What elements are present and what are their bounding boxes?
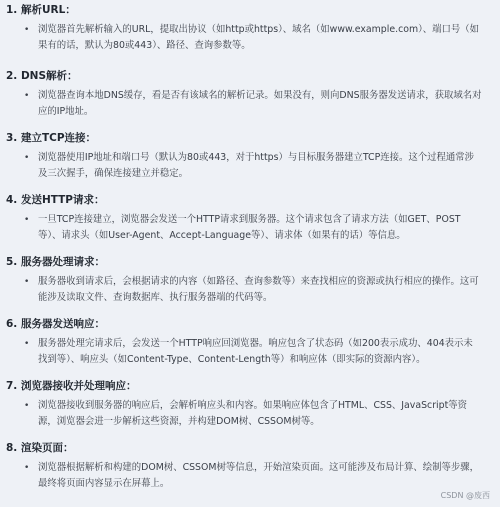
item-text: 浏览器根据解析和构建的DOM树、CSSOM树等信息，开始渲染页面。这可能涉及布局计算、绘制等步骤，最终将页面内容显示在屏幕上。 <box>38 462 479 489</box>
list-item <box>6 460 494 492</box>
item-text: 服务器处理完请求后，会发送一个HTTP响应回浏览器。响应包含了状态码（如200表示成功、404表示未找到等）、响应头（如Content-Type、Content-Length等）和响应体（即实际的资源内容）。 <box>38 338 473 365</box>
list-item <box>6 398 494 430</box>
section-render <box>6 441 494 505</box>
section-browser-receive <box>6 379 494 441</box>
section-tcp <box>6 131 494 193</box>
section-heading: 7. 浏览器接收并处理响应： <box>6 380 137 392</box>
section-heading: 8. 渲染页面： <box>6 442 74 454</box>
section-heading: 6. 服务器发送响应： <box>6 318 105 330</box>
bullet-icon: • <box>24 153 30 163</box>
item-text: 一旦TCP连接建立，浏览器会发送一个HTTP请求到服务器。这个请求包含了请求方法（如GET、POST等）、请求头（如User-Agent、Accept-Language等）、请求体（如果有的话）等信息。 <box>38 214 461 241</box>
section-parse-url <box>6 3 494 69</box>
item-text: 浏览器接收到服务器的响应后，会解析响应头和内容。如果响应体包含了HTML、CSS、JavaScript等资源，浏览器会进一步解析这些资源，并构建DOM树、CSSOM树等。 <box>38 400 468 427</box>
section-heading: 2. DNS解析： <box>6 70 78 82</box>
item-text: 浏览器使用IP地址和端口号（默认为80或443，对于https）与目标服务器建立TCP连接。这个过程通常涉及三次握手，确保连接建立并稳定。 <box>38 152 474 179</box>
bullet-icon: • <box>24 277 30 287</box>
list-item <box>6 336 494 368</box>
bullet-icon: • <box>24 339 30 349</box>
section-server-response <box>6 317 494 379</box>
list-item <box>6 88 494 120</box>
list-item <box>6 212 494 244</box>
section-heading: 3. 建立TCP连接： <box>6 132 97 144</box>
section-http-request <box>6 193 494 255</box>
section-heading: 1. 解析URL： <box>6 4 76 16</box>
item-text: 浏览器首先解析输入的URL，提取出协议（如http或https）、域名（如www.example.com）、端口号（如果有的话，默认为80或443）、路径、查询参数等。 <box>38 24 480 51</box>
list-item <box>6 150 494 182</box>
section-heading: 4. 发送HTTP请求： <box>6 194 105 206</box>
item-text: 浏览器查询本地DNS缓存，看是否有该域名的解析记录。如果没有，则向DNS服务器发送请求，获取域名对应的IP地址。 <box>38 90 482 117</box>
bullet-icon: • <box>24 25 30 35</box>
section-heading: 5. 服务器处理请求： <box>6 256 105 268</box>
bullet-icon: • <box>24 463 30 473</box>
csdn-watermark: CSDN @废西 <box>440 491 490 500</box>
list-item <box>6 274 494 306</box>
section-server-process <box>6 255 494 317</box>
item-text: 服务器收到请求后，会根据请求的内容（如路径、查询参数等）来查找相应的资源或执行相应的操作。这可能涉及读取文件、查询数据库、执行服务器端的代码等。 <box>38 276 479 303</box>
bullet-icon: • <box>24 401 30 411</box>
bullet-icon: • <box>24 215 30 225</box>
section-dns <box>6 69 494 131</box>
bullet-icon: • <box>24 91 30 101</box>
list-item <box>6 22 494 54</box>
